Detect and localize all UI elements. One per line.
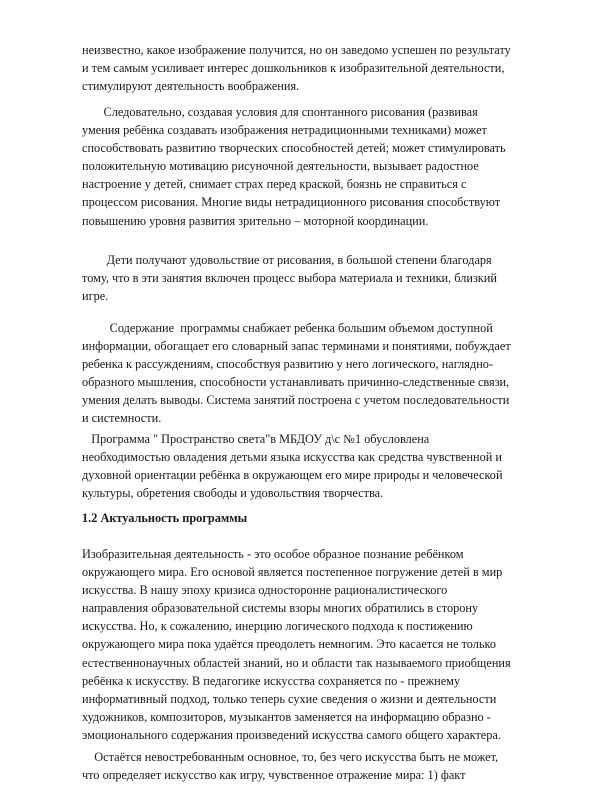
text-line: Остаётся невостребованным основное, то, без чего искусства быть не может, [82, 750, 499, 764]
paragraph-5 [82, 430, 582, 502]
text-line: умения ребёнка создавать изображения нетрадиционными техниками) может [82, 123, 487, 138]
text-line: необходимостью овладения детьми языка искусства как средства чувственной и [82, 450, 502, 465]
text-line: повышению уровня развития зрительно – моторной координации. [82, 213, 429, 228]
paragraph-6 [82, 545, 582, 744]
text-line: Программа " Пространство света"в МБДОУ д\с №1 обусловлена [82, 432, 430, 446]
text-line: искусства. Но, к сожалению, инерцию логического подхода к постижению [82, 619, 473, 634]
text-line: умения делать выводы. Система занятий построена с учетом последовательности [82, 393, 510, 408]
text-line: настроение у детей, снимает страх перед краской, боязнь не справиться с [82, 177, 467, 192]
text-line: Содержание программы снабжает ребенка большим объемом доступной [82, 321, 493, 335]
text-line: процессом рисования. Многие виды нетрадиционного рисования способствуют [82, 195, 501, 210]
text-line: стимулируют деятельность воображения. [82, 79, 300, 94]
text-line: информации, обогащает его словарный запас терминами и понятиями, побуждает [82, 339, 511, 354]
text-line: игре. [82, 289, 109, 304]
section-heading: 1.2 Актуальность программы [82, 511, 248, 525]
text-line: тому, что в эти занятия включен процесс выбора материала и техники, близкий [82, 271, 497, 286]
text-line: ребенка к рассуждениям, способствуя развитию у него логического, наглядно- [82, 357, 494, 372]
text-line: эмоционального содержания произведений искусства самого общего характера. [82, 727, 501, 742]
text-line: способствовать развитию творческих способностей детей; может стимулировать [82, 141, 506, 156]
text-line: направления образовательной системы взоры многих обратились в сторону [82, 601, 479, 616]
text-line: образного мышления, способности устанавливать причинно-следственные связи, [82, 375, 510, 390]
text-line: и системности. [82, 411, 162, 426]
text-line: духовной ориентации ребёнка в окружающем его мире природы и человеческой [82, 468, 503, 483]
text-line: и тем самым усиливает интерес дошкольников к изобразительной деятельности, [82, 61, 505, 76]
text-line: информативный подход, только теперь сухие сведения о жизни и деятельности [82, 691, 497, 706]
text-line: что определяет искусство как игру, чувственное отражение мира: 1) факт [82, 768, 466, 783]
paragraph-1 [82, 41, 582, 95]
text-line: ребёнка к искусству. В педагогике искусства сохраняется по - прежнему [82, 673, 461, 688]
text-line: Изобразительная деятельность - это особое образное познание ребёнком [82, 547, 464, 561]
paragraph-4 [82, 319, 582, 428]
paragraph-2 [82, 103, 582, 230]
text-line: художников, композиторов, музыкантов заменяется на информацию образно - [82, 709, 491, 724]
text-line: неизвестно, какое изображение получится, но он заведомо успешен по результату [82, 43, 511, 57]
paragraph-7 [82, 748, 582, 784]
text-line: культуры, обретения свободы и удовольствия творчества. [82, 486, 384, 501]
text-line: положительную мотивацию рисуночной деятельности, вызывает радостное [82, 159, 479, 174]
text-line: Дети получают удовольствие от рисования, в большой степени благодаря [82, 253, 492, 267]
text-line: искусства. В нашу эпоху кризиса односторонне рационалистического [82, 583, 448, 598]
text-line: окружающего мира. Его основой является постепенное погружение детей в мир [82, 565, 503, 580]
text-line: естественнонаучных областей знаний, но и области так называемого приобщения [82, 655, 511, 670]
paragraph-3 [82, 251, 582, 305]
text-line: Следовательно, создавая условия для спонтанного рисования (развивая [82, 105, 478, 119]
text-line: окружающего мира пока удаётся преодолеть немногим. Это касается не только [82, 637, 497, 652]
